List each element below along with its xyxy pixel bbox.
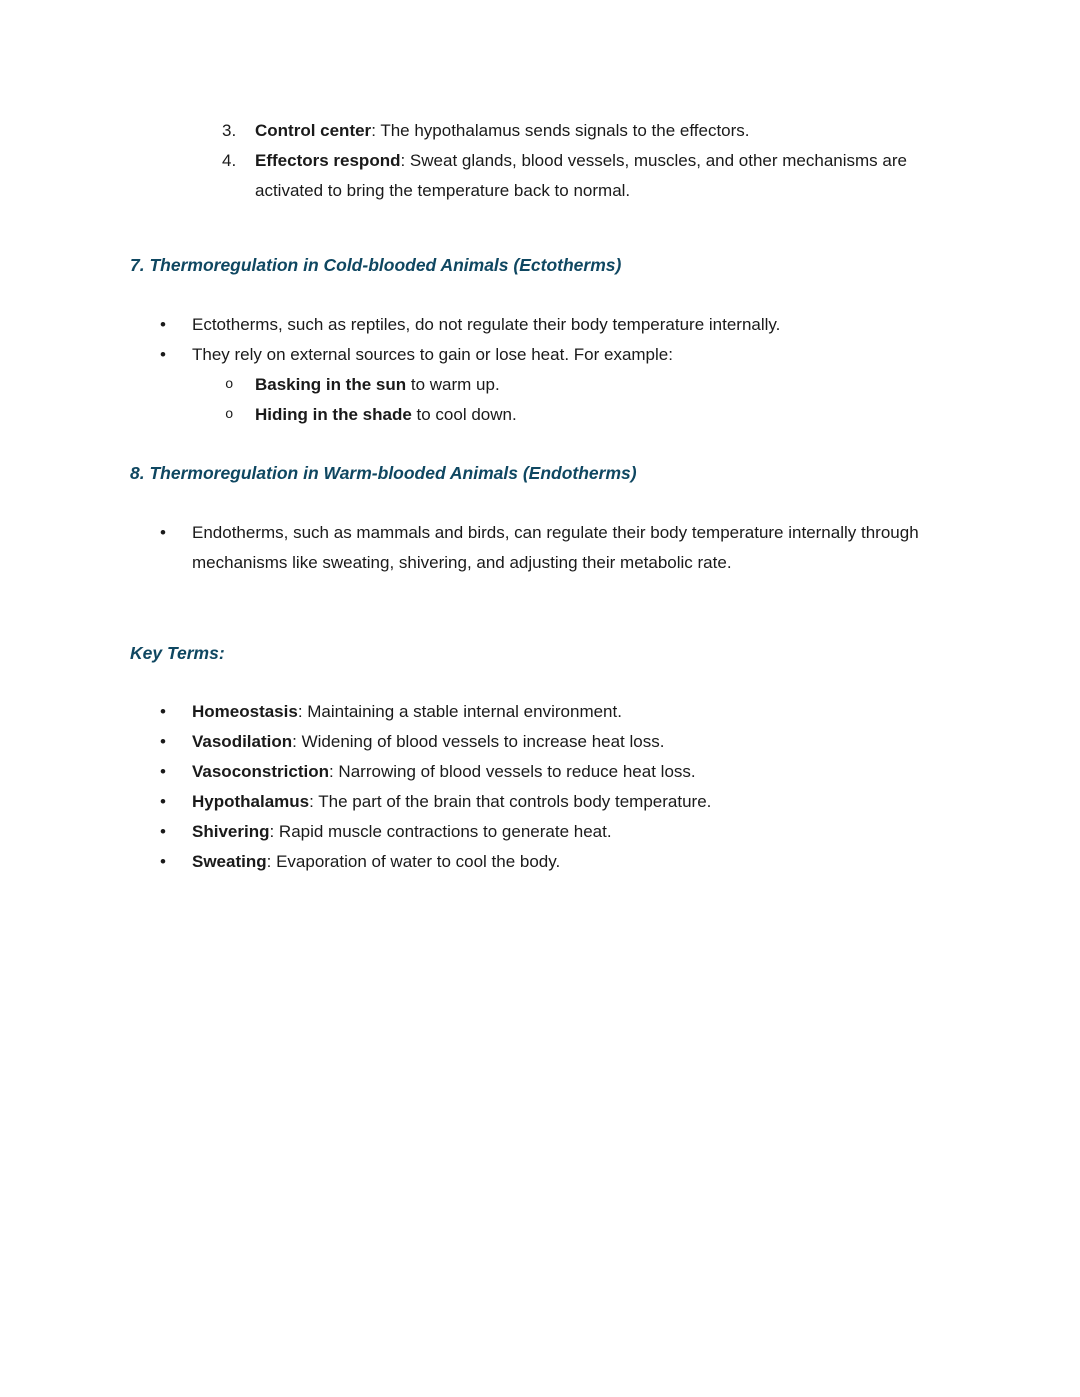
- list-item-text: [192, 757, 950, 787]
- term-name: Vasoconstriction: [192, 762, 329, 781]
- list-item-text: [192, 727, 950, 757]
- list-item: [130, 817, 950, 847]
- list-item-text: [192, 310, 950, 340]
- list-item: [130, 310, 950, 340]
- list-item-text: [255, 146, 950, 206]
- bullet-icon: •: [160, 345, 166, 364]
- term-name: Hypothalamus: [192, 792, 310, 811]
- term-definition: : Evaporation of water to cool the body.: [266, 852, 561, 871]
- key-terms-heading: Key Terms:: [130, 643, 225, 663]
- list-number: 3.: [222, 121, 237, 140]
- numbered-list: [130, 116, 950, 206]
- body-text: They rely on external sources to gain or lose heat. For example:: [192, 345, 673, 364]
- bullet-icon: •: [160, 523, 166, 542]
- list-item-text: [255, 400, 950, 430]
- sub-list-item: [130, 400, 950, 430]
- bullet-icon: •: [160, 822, 166, 841]
- circle-bullet-icon: o: [225, 377, 234, 393]
- list-item-text: [255, 116, 950, 146]
- list-item: [130, 787, 950, 817]
- list-item-text: [192, 847, 950, 877]
- list-item: [130, 518, 950, 578]
- term-definition: : Narrowing of blood vessels to reduce heat loss.: [328, 762, 696, 781]
- body-text: to warm up.: [406, 375, 500, 394]
- bold-text: Effectors respond: [255, 151, 401, 170]
- term-definition: : The part of the brain that controls body temperature.: [309, 792, 712, 811]
- list-item: [130, 697, 950, 727]
- bullet-icon: •: [160, 315, 166, 334]
- list-item: [130, 116, 950, 146]
- list-item-text: [255, 370, 950, 400]
- key-terms-list: [130, 697, 950, 877]
- bold-text: Control center: [255, 121, 372, 140]
- list-item: [130, 847, 950, 877]
- list-number: 4.: [222, 151, 237, 170]
- section-8-heading: 8. Thermoregulation in Warm-blooded Animals (Endotherms): [130, 463, 637, 483]
- list-item: [130, 146, 950, 206]
- bullet-icon: •: [160, 852, 166, 871]
- section-8-bullet-list: [130, 518, 950, 578]
- bullet-icon: •: [160, 702, 166, 721]
- list-item: [130, 340, 950, 370]
- term-definition: : Widening of blood vessels to increase heat loss.: [292, 732, 665, 751]
- term-definition: : Rapid muscle contractions to generate heat.: [269, 822, 612, 841]
- list-item-text: [192, 697, 950, 727]
- bullet-icon: •: [160, 762, 166, 781]
- section-7-heading: 7. Thermoregulation in Cold-blooded Animals (Ectotherms): [130, 255, 622, 275]
- term-name: Homeostasis: [192, 702, 298, 721]
- term-definition: : Maintaining a stable internal environment.: [297, 702, 622, 721]
- list-item: [130, 727, 950, 757]
- list-item-text: [192, 787, 950, 817]
- list-item-text: [192, 518, 950, 578]
- section-7-bullet-list: [130, 310, 950, 430]
- term-name: Sweating: [192, 852, 267, 871]
- circle-bullet-icon: o: [225, 407, 234, 423]
- body-text: : Sweat glands, blood vessels, muscles, and other mechanisms are activated to bring the temperature back to normal.: [255, 151, 907, 200]
- bullet-icon: •: [160, 732, 166, 751]
- body-text: Ectotherms, such as reptiles, do not regulate their body temperature internally.: [192, 315, 781, 334]
- list-item-text: [192, 340, 950, 370]
- term-name: Shivering: [192, 822, 270, 841]
- bold-text: Hiding in the shade: [255, 405, 412, 424]
- bullet-icon: •: [160, 792, 166, 811]
- sub-list-item: [130, 370, 950, 400]
- bold-text: Basking in the sun: [255, 375, 407, 394]
- body-text: : The hypothalamus sends signals to the effectors.: [371, 121, 750, 140]
- body-text: to cool down.: [411, 405, 517, 424]
- term-name: Vasodilation: [192, 732, 293, 751]
- list-item-text: [192, 817, 950, 847]
- list-item: [130, 757, 950, 787]
- body-text: Endotherms, such as mammals and birds, can regulate their body temperature internally through mechanisms like sweating, shivering, and adjusting their metabolic rate.: [192, 523, 919, 572]
